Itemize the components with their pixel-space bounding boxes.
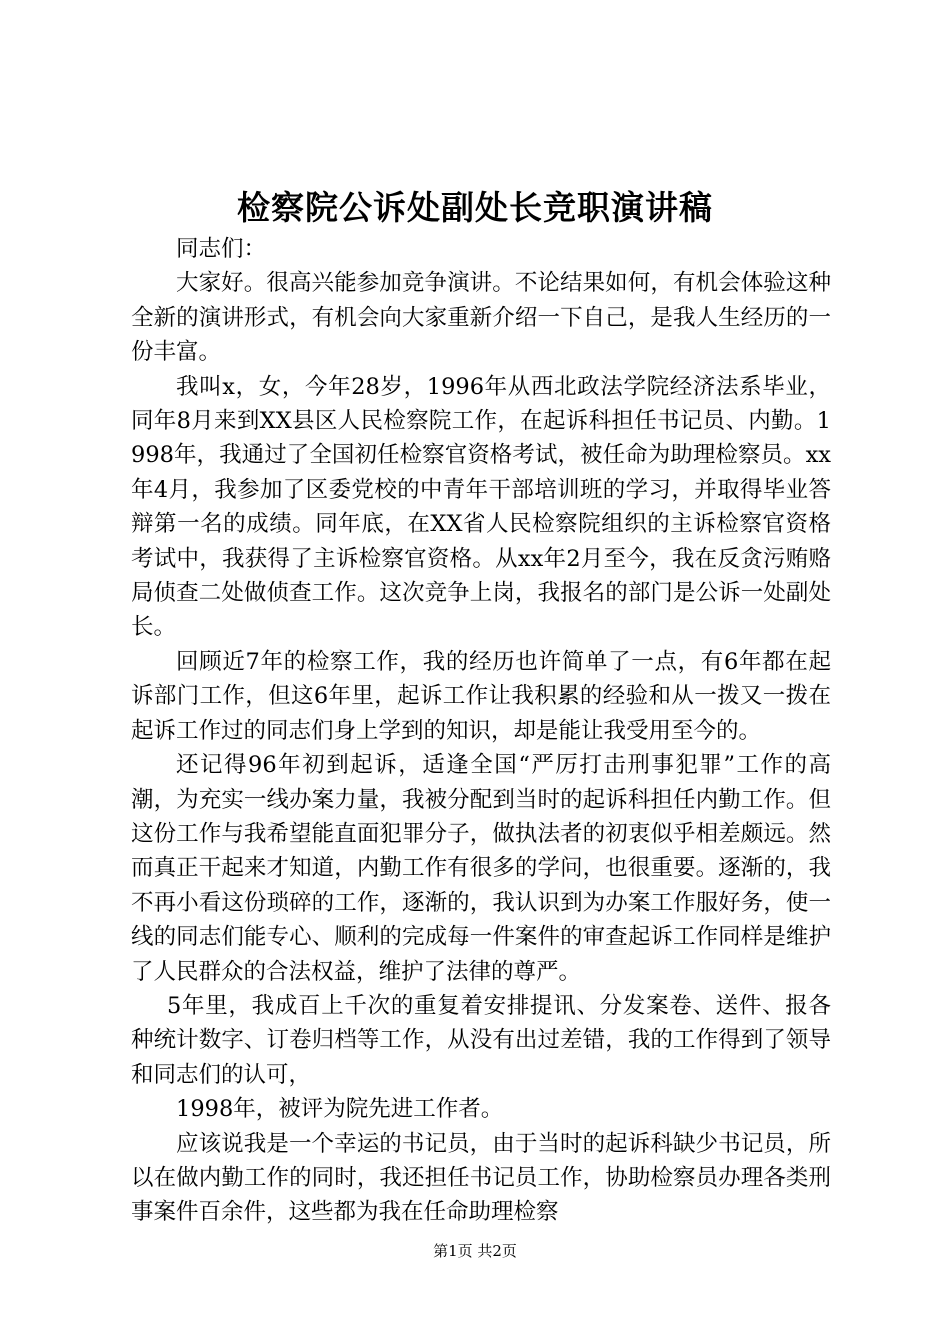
paragraph: 回顾近7年的检察工作，我的经历也许简单了一点，有6年都在起诉部门工作，但这6年里，起诉工作让我积累的经验和从一拨又一拨在起诉工作过的同志们身上学到的知识，却是能让我受用至今的。	[131, 648, 831, 744]
paragraph: 5年里，我成百上千次的重复着安排提讯、分发案卷、送件、报各种统计数字、订卷归档等工作，从没有出过差错，我的工作得到了领导和同志们的认可，	[131, 992, 831, 1088]
paragraph: 我叫x，女，今年28岁，1996年从西北政法学院经济法系毕业，同年8月来到XX县区人民检察院工作，在起诉科担任书记员、内勤。1998年，我通过了全国初任检察官资格考试，被任命为助理检察员。xx年4月，我参加了区委党校的中青年干部培训班的学习，并取得毕业答辩第一名的成绩。同年底，在XX省人民检察院组织的主诉检察官资格考试中，我获得了主诉检察官资格。从xx年2月至今，我在反贪污贿赂局侦查二处做侦查工作。这次竞争上岗，我报名的部门是公诉一处副处长。	[131, 373, 831, 641]
paragraph: 大家好。很高兴能参加竞争演讲。不论结果如何，有机会体验这种全新的演讲形式，有机会向大家重新介绍一下自己，是我人生经历的一份丰富。	[131, 270, 831, 366]
paragraph: 还记得96年初到起诉，适逢全国“严厉打击刑事犯罪”工作的高潮，为充实一线办案力量，我被分配到当时的起诉科担任内勤工作。但这份工作与我希望能直面犯罪分子，做执法者的初衷似乎相差颇远。然而真正干起来才知道，内勤工作有很多的学问，也很重要。逐渐的，我不再小看这份琐碎的工作，逐渐的，我认识到为办案工作服好务，使一线的同志们能专心、顺利的完成每一件案件的审查起诉工作同样是维护了人民群众的合法权益，维护了法律的尊严。	[131, 752, 831, 985]
document-body	[131, 232, 831, 1230]
paragraph-salutation: 同志们：	[176, 236, 267, 262]
page-footer: 第1页 共2页	[433, 1242, 517, 1260]
paragraph: 应该说我是一个幸运的书记员，由于当时的起诉科缺少书记员，所以在做内勤工作的同时，我还担任书记员工作，协助检察员办理各类刑事案件百余件，这些都为我在任命助理检察	[131, 1130, 831, 1226]
document-title: 检察院公诉处副处长竞职演讲稿	[237, 188, 713, 227]
paragraph: 1998年，被评为院先进工作者。	[176, 1096, 504, 1123]
